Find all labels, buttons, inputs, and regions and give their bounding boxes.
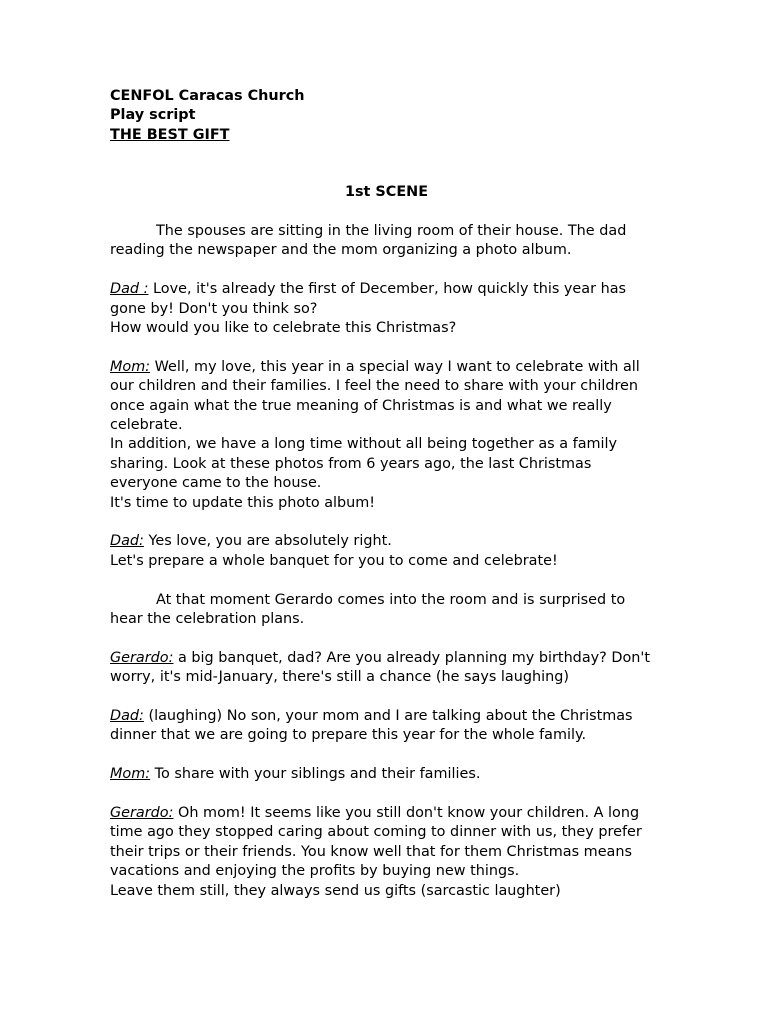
church-name: CENFOL Caracas Church — [110, 88, 305, 104]
dialogue-text: Well, my love, this year in a special way I want to celebrate with all our children and their families. I feel the need to share with your children once again what the true meaning of Christmas is and what we really celebrate. — [110, 358, 640, 434]
stage-direction: The spouses are sitting in the living room of their house. The dad reading the newspaper and the mom organizing a photo album. — [110, 223, 627, 259]
speaker-name: Gerardo: — [110, 649, 174, 666]
dialogue-line — [110, 707, 658, 746]
scene-heading: 1st SCENE — [344, 184, 429, 200]
dialogue-line — [110, 649, 658, 688]
script-body — [110, 222, 658, 901]
speaker-name: Mom: — [110, 358, 151, 375]
dialogue-line: It's time to update this photo album! — [110, 494, 376, 511]
dialogue-text: a big banquet, dad? Are you already planning my birthday? Don't worry, it's mid-January, there's still a chance (he says laughing) — [110, 649, 650, 686]
script-type: Play script — [110, 107, 196, 124]
stage-direction: At that moment Gerardo comes into the room and is surprised to hear the celebration plans. — [110, 591, 626, 628]
dialogue-line — [110, 358, 658, 436]
dialogue-text: To share with your siblings and their families. — [154, 766, 481, 783]
dialogue-line — [110, 280, 658, 319]
speaker-name: Gerardo: — [110, 805, 174, 822]
dialogue-line — [110, 804, 658, 882]
speaker-name: Dad : — [110, 281, 149, 298]
dialogue-line: In addition, we have a long time without all being together as a family sharing. Look at these photos from 6 years ago, the last Christmas everyone came to the house. — [110, 436, 618, 492]
dialogue-text: (laughing) No son, your mom and I are talking about the Christmas dinner that we are going to prepare this year for the whole family. — [110, 708, 633, 744]
dialogue-line — [110, 765, 658, 784]
dialogue-line — [110, 532, 658, 551]
speaker-name: Dad: — [110, 533, 144, 550]
speaker-name: Dad: — [110, 708, 144, 725]
dialogue-line: Leave them still, they always send us gifts (sarcastic laughter) — [110, 882, 561, 899]
document-header — [110, 87, 305, 145]
dialogue-text: Yes love, you are absolutely right. — [148, 533, 392, 550]
speaker-name: Mom: — [110, 766, 151, 783]
dialogue-line: How would you like to celebrate this Christmas? — [110, 320, 457, 337]
dialogue-text: Love, it's already the first of December, how quickly this year has gone by! Don't you think so? — [110, 281, 627, 317]
dialogue-text: Oh mom! It seems like you still don't know your children. A long time ago they stopped caring about coming to dinner with us, they prefer their trips or their friends. You know well that for them Christmas means vacations and enjoying the profits by buying new things. — [110, 805, 642, 880]
dialogue-line: Let's prepare a whole banquet for you to come and celebrate! — [110, 552, 558, 569]
play-title: THE BEST GIFT — [110, 126, 230, 143]
